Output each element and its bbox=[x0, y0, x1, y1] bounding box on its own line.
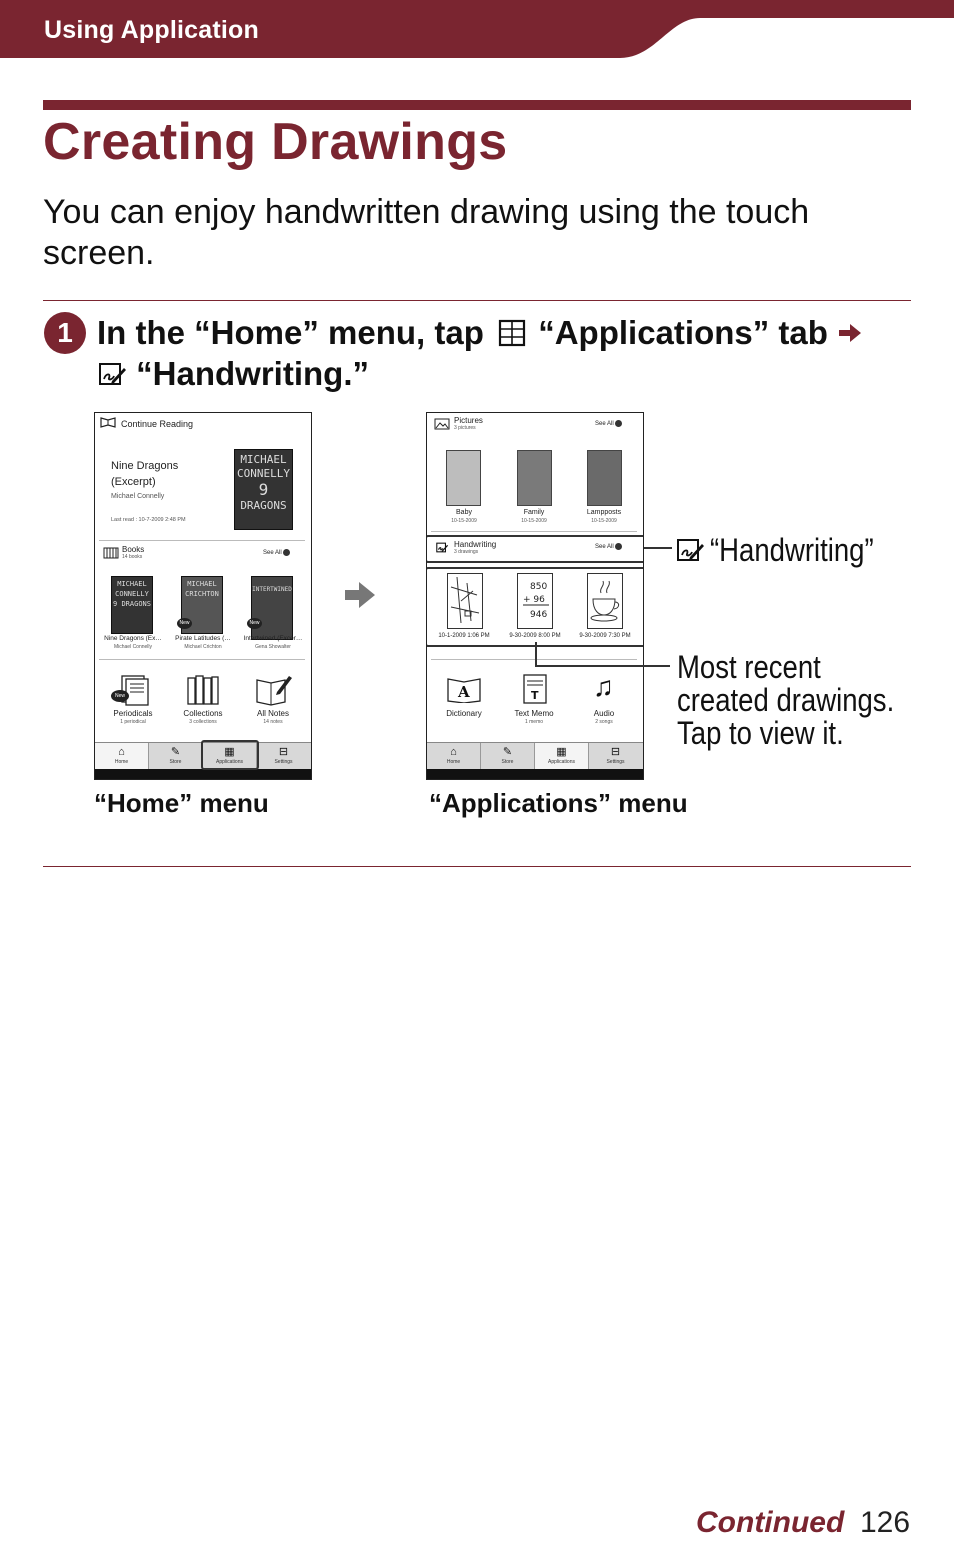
tab-store[interactable] bbox=[481, 743, 535, 769]
new-badge: New bbox=[177, 618, 192, 629]
picture-name[interactable]: Lampposts bbox=[586, 509, 622, 516]
book-cover[interactable]: INTERTWINED bbox=[251, 576, 293, 640]
applications-icon: ▦ bbox=[224, 746, 235, 758]
book-cover[interactable]: MICHAEL CRICHTON bbox=[181, 576, 223, 634]
settings-icon: ⊟ bbox=[610, 746, 621, 758]
cover-line: 9 bbox=[258, 480, 269, 499]
current-book-title[interactable]: Nine Dragons (Excerpt) bbox=[111, 460, 179, 488]
arrow-circle-icon bbox=[283, 549, 290, 556]
dictionary-icon[interactable] bbox=[447, 675, 481, 703]
book-author: Michael Crichton bbox=[184, 644, 222, 650]
picture-date: 10-15-2009 bbox=[591, 518, 617, 524]
cover-line: DRAGONS bbox=[240, 499, 287, 512]
drawing-number: 946 bbox=[530, 610, 548, 620]
books-label[interactable]: Books bbox=[122, 545, 145, 554]
cover-line: CONNELLY bbox=[237, 467, 290, 480]
svg-text:T: T bbox=[531, 689, 539, 702]
picture-date: 10-15-2009 bbox=[521, 518, 547, 524]
tab-home[interactable] bbox=[427, 743, 481, 769]
text-memo-icon[interactable] bbox=[523, 674, 547, 704]
picture-name[interactable]: Baby bbox=[456, 509, 472, 516]
tab-label: Applications bbox=[548, 759, 575, 765]
continue-reading-label[interactable]: Continue Reading bbox=[121, 419, 194, 429]
arrow-circle-icon bbox=[615, 420, 622, 427]
picture-name[interactable]: Family bbox=[523, 509, 545, 516]
recent-callout-line3: Tap to view it. bbox=[677, 715, 844, 751]
intro-text: You can enjoy handwritten drawing using the touch screen. bbox=[43, 193, 810, 272]
store-icon: ✎ bbox=[502, 746, 513, 758]
arrow-right-icon bbox=[837, 320, 863, 346]
see-all-label: See All bbox=[595, 544, 614, 551]
svg-text:A: A bbox=[458, 683, 470, 701]
home-menu-screen bbox=[94, 412, 312, 780]
collections-icon[interactable] bbox=[186, 674, 220, 706]
applications-tab-highlight bbox=[201, 740, 259, 770]
home-menu-caption: “Home” menu bbox=[94, 788, 269, 818]
book-cover[interactable]: MICHAEL CONNELLY 9 DRAGONS bbox=[111, 576, 153, 634]
divider bbox=[43, 300, 911, 301]
applications-icon: ▦ bbox=[556, 746, 567, 758]
status-bar bbox=[95, 769, 311, 779]
page-title: Creating Drawings bbox=[43, 113, 508, 171]
see-all-label: See All bbox=[595, 421, 614, 428]
drawing-date: 9-30-2009 8:00 PM bbox=[509, 633, 561, 639]
books-icon bbox=[103, 547, 119, 559]
tab-settings[interactable] bbox=[257, 743, 310, 769]
applications-menu-screen bbox=[426, 412, 644, 780]
tab-label: Settings bbox=[274, 759, 293, 765]
divider bbox=[99, 540, 305, 541]
pictures-count: 3 pictures bbox=[454, 425, 476, 431]
pictures-icon bbox=[434, 418, 450, 430]
current-book-author: Michael Connelly bbox=[111, 493, 165, 500]
shortcut-label[interactable]: Collections bbox=[183, 709, 223, 718]
step-text-b: “Applications” tab bbox=[538, 314, 828, 351]
applications-tab-icon bbox=[497, 318, 527, 348]
tab-applications[interactable] bbox=[535, 743, 589, 769]
step-instruction-line1 bbox=[97, 314, 863, 352]
store-icon: ✎ bbox=[170, 746, 181, 758]
applications-menu-caption: “Applications” menu bbox=[429, 788, 688, 818]
picture-thumbnail[interactable] bbox=[517, 450, 552, 506]
handwriting-count: 3 drawings bbox=[454, 549, 479, 555]
step-number-badge: 1 bbox=[44, 312, 86, 354]
title-rule bbox=[43, 100, 911, 110]
picture-thumbnail[interactable] bbox=[446, 450, 481, 506]
tab-label: Applications bbox=[216, 759, 243, 765]
tab-label: Home bbox=[446, 759, 461, 765]
continued-label: Continued bbox=[696, 1506, 845, 1539]
step-text-line2: “Handwriting.” bbox=[136, 355, 369, 392]
tab-settings[interactable] bbox=[589, 743, 642, 769]
home-icon: ⌂ bbox=[450, 746, 457, 758]
shortcut-label[interactable]: All Notes bbox=[256, 709, 289, 718]
drawings-highlight bbox=[426, 567, 644, 647]
home-icon: ⌂ bbox=[118, 746, 125, 758]
step-text-a: In the “Home” menu, tap bbox=[97, 314, 484, 351]
handwriting-icon bbox=[97, 359, 127, 389]
app-label[interactable]: Text Memo bbox=[514, 709, 554, 718]
shortcut-sub: 1 periodical bbox=[120, 719, 146, 725]
arrow-right-icon bbox=[343, 580, 377, 610]
tab-label: Store bbox=[169, 759, 182, 765]
pictures-label[interactable]: Pictures bbox=[454, 416, 483, 425]
see-all-pictures-link[interactable] bbox=[595, 420, 622, 427]
book-author: Michael Connelly bbox=[113, 644, 153, 650]
tab-label: Settings bbox=[606, 759, 625, 765]
recent-callout-line1: Most recent bbox=[677, 649, 821, 685]
handwriting-icon bbox=[675, 535, 705, 565]
settings-icon: ⊟ bbox=[278, 746, 289, 758]
shortcut-sub: 3 collections bbox=[189, 719, 217, 725]
see-all-label: See All bbox=[263, 550, 282, 557]
picture-date: 10-15-2009 bbox=[451, 518, 477, 524]
app-label[interactable]: Dictionary bbox=[446, 709, 482, 718]
shortcut-label[interactable]: Periodicals bbox=[113, 709, 153, 718]
last-read-time: Last read : 10-7-2009 2:48 PM bbox=[111, 517, 186, 523]
shortcut-sub: 14 notes bbox=[263, 719, 283, 725]
book-title[interactable]: Intertwined (Excer… bbox=[243, 635, 303, 642]
cover-line: MICHAEL bbox=[240, 453, 287, 466]
see-all-books-link[interactable] bbox=[263, 549, 290, 556]
new-badge: New bbox=[111, 690, 129, 702]
callout-leader-line bbox=[530, 640, 675, 675]
app-label[interactable]: Audio bbox=[593, 709, 615, 718]
book-title[interactable]: Pirate Latitudes (… bbox=[175, 635, 231, 642]
recent-callout-line2: created drawings. bbox=[677, 682, 895, 718]
drawing-number: + 96 bbox=[523, 595, 545, 605]
tab-label: Store bbox=[501, 759, 514, 765]
tab-bar bbox=[427, 742, 643, 769]
picture-thumbnail[interactable] bbox=[587, 450, 622, 506]
app-sub: 2 songs bbox=[595, 719, 613, 725]
step-instruction-line2 bbox=[97, 355, 369, 393]
audio-icon[interactable]: ♫ bbox=[593, 671, 614, 702]
drawing-date: 10-1-2009 1:06 PM bbox=[438, 633, 490, 639]
section-label: Using Application bbox=[44, 16, 259, 44]
book-open-icon bbox=[100, 416, 116, 428]
handwriting-label[interactable]: Handwriting bbox=[454, 540, 497, 549]
new-badge: New bbox=[247, 618, 262, 629]
app-sub: 1 memo bbox=[524, 719, 544, 725]
status-bar bbox=[427, 769, 643, 779]
divider bbox=[43, 866, 911, 867]
drawing-date: 9-30-2009 7:30 PM bbox=[579, 633, 631, 639]
book-title[interactable]: Nine Dragons (Ex… bbox=[104, 635, 162, 642]
tab-store[interactable] bbox=[149, 743, 203, 769]
page-number: 126 bbox=[860, 1506, 911, 1539]
drawing-number: 850 bbox=[530, 582, 548, 592]
divider bbox=[99, 659, 305, 660]
handwriting-callout: “Handwriting” bbox=[710, 532, 874, 568]
handwriting-row-highlight bbox=[426, 535, 644, 563]
tab-home[interactable] bbox=[95, 743, 149, 769]
book-author: Gena Showalter bbox=[255, 644, 291, 650]
divider bbox=[431, 531, 637, 532]
tab-label: Home bbox=[114, 759, 129, 765]
books-count: 14 books bbox=[122, 554, 143, 560]
current-book-cover[interactable] bbox=[234, 449, 293, 530]
notes-icon[interactable] bbox=[255, 674, 293, 706]
